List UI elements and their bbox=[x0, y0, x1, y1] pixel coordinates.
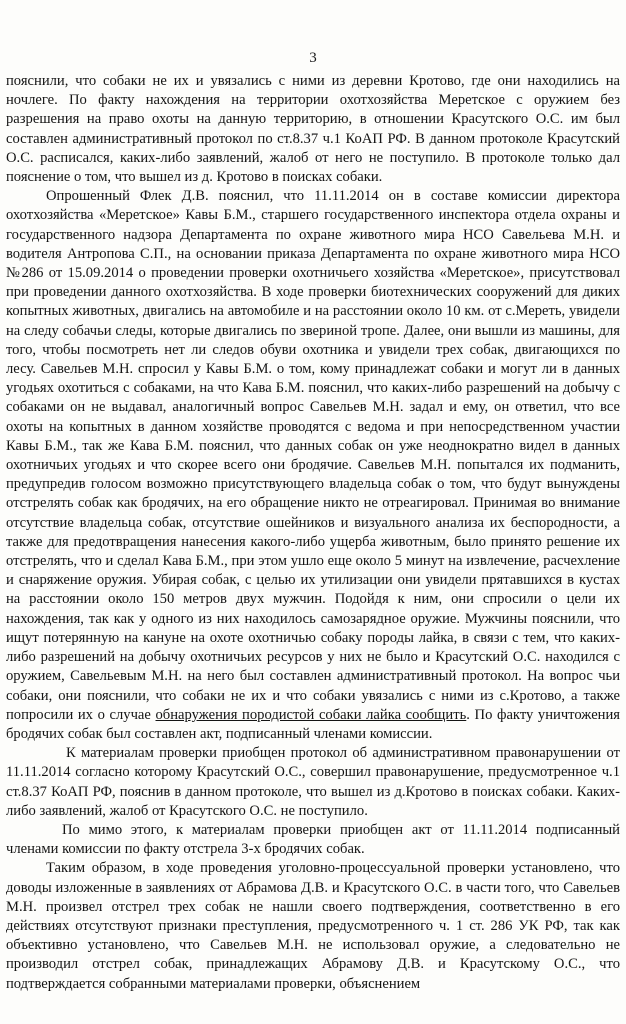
paragraph-2-tail: . По факту уничтожения бродячих собак был составлен акт, подписанный членами комиссии. bbox=[6, 706, 620, 742]
underlined-phrase: обнаружения породистой собаки лайка сообщить bbox=[155, 706, 467, 723]
paragraph-2 bbox=[6, 187, 620, 744]
paragraph-3: К материалам проверки приобщен протокол об административном правонарушении от 11.11.2014 согласно которому Красутский О.С., совершил правонарушение, предусмотренное ч.1 ст.8.37 КоАП РФ, пояснив в данном протоколе, что вышел из д.Кротово в поисках собаки. Каких-либо заявлений, жалоб от Красутского О.С. не поступило. bbox=[6, 745, 620, 819]
paragraph-1: пояснили, что собаки не их и увязались с ними из деревни Кротово, где они находились на ночлеге. По факту нахождения на территории охотхозяйства Меретское с оружием без разрешения на право охоты на данную территорию, в отношении Красутского О.С. им был составлен административный протокол по ст.8.37 ч.1 КоАП РФ. В данном протоколе Красутский О.С. расписался, каких-либо заявлений, жалоб от него не поступило. В протоколе только дал пояснение о том, что вышел из д. Кротово в поисках собаки. bbox=[6, 73, 620, 186]
paragraph-4: По мимо этого, к материалам проверки приобщен акт от 11.11.2014 подписанный членами комиссии по факту отстрела 3-х бродячих собак. bbox=[6, 821, 620, 858]
paragraph-2-text: Опрошенный Флек Д.В. пояснил, что 11.11.2014 он в составе комиссии директора охотхозяйства «Меретское» Кавы Б.М., старшего государственного инспектора отдела охраны и государственного надзора Департамента по охране животного мира НСО Савельева М.Н. и водителя Антропова С.П., на основании приказа Департамента по охране животного мира НСО №286 от 15.09.2014 о проведении проверки охотничьего хозяйства «Меретское», присутствовал при проведении данного охотхозяйства. В ходе проверки биотехнических сооружений для диких копытных животных, двигались на автомобиле и на расстоянии около 10 км. от с.Мереть, увидели на следу собачьи следы, которые двигались по звериной тропе. Далее, они вышли из машины, для того, чтобы посмотреть нет ли следов обуви охотника и увидели трех собак, двигающихся по лесу. Савельев М.Н. спросил у Кавы Б.М. о том, кому принадлежат собаки и могут ли в данных угодьях охотиться с собаками, на что Кава Б.М. пояснил, что каких-либо разрешений на добычу с собаками он не выдавал, аналогичный вопрос Савельев М.Н. задал и ему, он ответил, что все охоты на копытных в данном хозяйстве проводятся с ведома и при непосредственном участии Кавы Б.М., так же Кава Б.М. пояснил, что данных собак он уже неоднократно видел в данных охотничьих угодьях и что скорее всего они бродячие. Савельев М.Н. попытался их подманить, предупредив голосом возможно присутствующего владельца собак о том, что будут вынуждены отстрелять собак как бродячих, на его обращение никто не отреагировал. Принимая во внимание отсутствие владельца собак, отсутствие ошейников и визуального анализа их беспородности, а также для предотвращения нанесения какого-либо ущерба животным, было принято решение их отстрелять, что и сделал Кава Б.М., при этом ушло еще около 5 минут на извлечение, расчехление и снаряжение оружия. Убирая собак, с целью их утилизации они увидели прятавшихся в кустах на расстоянии около 150 метров двух мужчин. Подойдя к ним, они спросили о цели их нахождения, так как у одного из них находилось самозарядное оружие. Мужчины пояснили, что ищут потерянную на кануне на охоте охотничью собаку породы лайка, в связи с тем, что каких-либо разрешений на добычу охотничьих ресурсов у них не было и Красутский О.С. находился с оружием, Савельевым М.Н. на него был составлен административный протокол. На вопрос чьи собаки, они пояснили, что собаки не их и что собаки увязались с ними из с.Кротово, а также попросили их о случае bbox=[6, 188, 620, 723]
page-number: 3 bbox=[309, 50, 317, 66]
document-body bbox=[6, 72, 620, 994]
paragraph-5: Таким образом, в ходе проведения уголовно-процессуальной проверки установлено, что доводы изложенные в заявлениях от Абрамова Д.В. и Красутского О.С. в части того, что Савельев М.Н. произвел отстрел трех собак не нашли своего подтверждения, соответственно в его действиях отсутствуют признаки преступления, предусмотренного ч. 1 ст. 286 УК РФ, так как объективно установлено, что Савельев М.Н. не использовал оружие, а следовательно не производил отстрел собак, принадлежащих Абрамову Д.В. и Красутскому О.С., что подтверждается собранными материалами проверки, объяснением bbox=[6, 860, 620, 992]
